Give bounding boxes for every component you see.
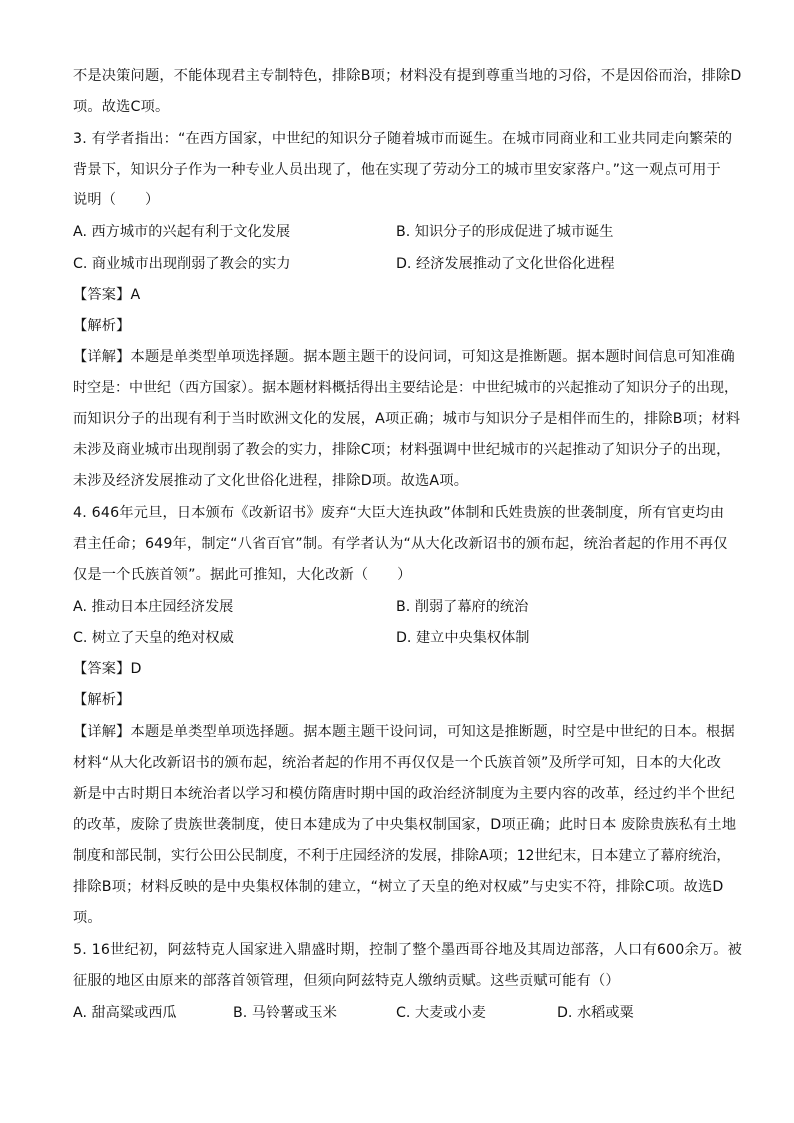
q3-option-d: D. 经济发展推动了文化世俗化进程: [396, 256, 615, 272]
q4-analysis-label: 【解析】: [73, 692, 131, 708]
q4-option-a: A. 推动日本庄园经济发展: [73, 599, 234, 615]
q3-explanation-line-1: 【详解】本题是单类型单项选择题。据本题主题干的设问词，可知这是推断题。据本题时间信息可知准确: [73, 349, 735, 365]
q5-option-c: C. 大麦或小麦: [396, 1005, 486, 1021]
q5-option-a: A. 甜高粱或西瓜: [73, 1005, 177, 1021]
q4-explanation-line-5: 制度和部民制，实行公田公民制度，不利于庄园经济的发展，排除A项；12世纪末，日本建立了幕府统治，: [73, 848, 731, 864]
q4-explanation-line-2: 材料“从大化改新诏书的颁布起，统治者起的作用不再仅仅是一个氏族首领”及所学可知，日本的大化改: [73, 755, 722, 771]
q3-explanation-line-2: 时空是：中世纪（西方国家）。据本题材料概括得出主要结论是：中世纪城市的兴起推动了知识分子的出现，: [73, 380, 738, 396]
q4-explanation-line-1: 【详解】本题是单类型单项选择题。据本题主题干设问词，可知这是推断题，时空是中世纪的日本。根据: [73, 724, 735, 740]
q4-option-c: C. 树立了天皇的绝对权威: [73, 630, 234, 646]
q5-stem-line-2: 征服的地区由原来的部落首领管理，但须向阿兹特克人缴纳贡赋。这些贡赋可能有（）: [73, 973, 620, 989]
q4-option-b: B. 削弱了幕府的统治: [396, 599, 529, 615]
q3-stem-line-1: 3. 有学者指出：“在西方国家，中世纪的知识分子随着城市而诞生。在城市同商业和工业共同走向繁荣的: [73, 131, 733, 147]
q4-stem-line-3: 仅是一个氏族首领”。据此可推知，大化改新（ ）: [73, 567, 412, 583]
q3-stem-line-3: 说明（ ）: [73, 192, 160, 208]
intro-line-1: 不是决策问题，不能体现君主专制特色，排除B项；材料没有提到尊重当地的习俗，不是因俗而治，排除D: [73, 68, 742, 84]
q3-option-a: A. 西方城市的兴起有利于文化发展: [73, 224, 291, 240]
q4-stem-line-1: 4. 646年元旦，日本颁布《改新诏书》废弃“大臣大连执政”体制和氏姓贵族的世袭制度，所有官吏均由: [73, 505, 725, 521]
q4-explanation-line-6: 排除B项；材料反映的是中央集权体制的建立，“树立了天皇的绝对权威”与史实不符，排除C项。故选D: [73, 879, 724, 895]
q3-explanation-line-5: 未涉及经济发展推动了文化世俗化进程，排除D项。故选A项。: [73, 473, 469, 489]
q3-explanation-line-3: 而知识分子的出现有利于当时欧洲文化的发展，A项正确；城市与知识分子是相伴而生的，排除B项；材料: [73, 411, 741, 427]
q4-explanation-line-4: 的改革，废除了贵族世袭制度，使日本建成为了中央集权制国家，D项正确；此时日本 废除贵族私有土地: [73, 817, 737, 833]
q3-answer: 【答案】A: [73, 287, 141, 303]
intro-line-2: 项。故选C项。: [73, 99, 170, 115]
q3-option-c: C. 商业城市出现削弱了教会的实力: [73, 256, 291, 272]
q4-answer: 【答案】D: [73, 661, 142, 677]
q4-explanation-line-3: 新是中古时期日本统治者以学习和模仿隋唐时期中国的政治经济制度为主要内容的改革，经过约半个世纪: [73, 786, 735, 802]
q5-option-b: B. 马铃薯或玉米: [233, 1005, 337, 1021]
q5-stem-line-1: 5. 16世纪初，阿兹特克人国家进入鼎盛时期，控制了整个墨西哥谷地及其周边部落，人口有600余万。被: [73, 942, 743, 958]
q4-stem-line-2: 君主任命；649年，制定“八省百官”制。有学者认为“从大化改新诏书的颁布起，统治者起的作用不再仅: [73, 536, 728, 552]
q3-option-b: B. 知识分子的形成促进了城市诞生: [396, 224, 614, 240]
q3-stem-line-2: 背景下，知识分子作为一种专业人员出现了，他在实现了劳动分工的城市里安家落户。”这一观点可用于: [73, 162, 721, 178]
q3-explanation-line-4: 未涉及商业城市出现削弱了教会的实力，排除C项；材料强调中世纪城市的兴起推动了知识分子的出现，: [73, 442, 731, 458]
q4-option-d: D. 建立中央集权体制: [396, 630, 530, 646]
q3-analysis-label: 【解析】: [73, 318, 131, 334]
q5-option-d: D. 水稻或粟: [557, 1005, 634, 1021]
q4-explanation-line-7: 项。: [73, 910, 102, 926]
